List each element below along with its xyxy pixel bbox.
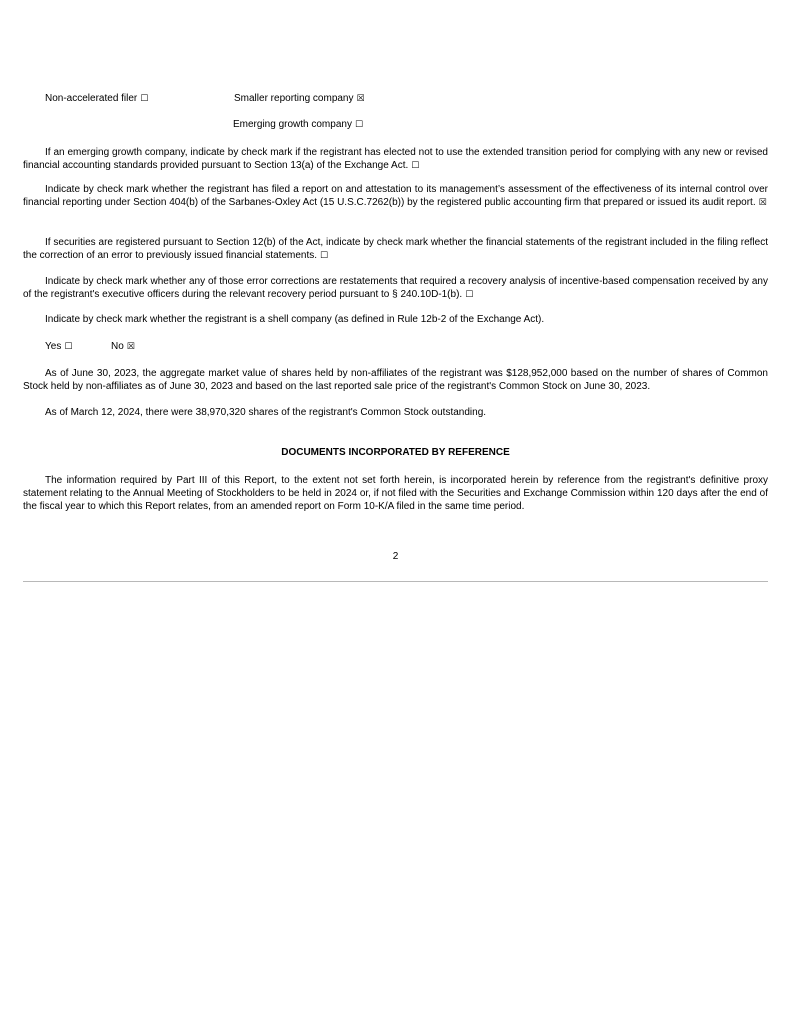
error-correction-text: If securities are registered pursuant to Section 12(b) of the Act, indicate by check mark whether the financial statements of the registrant included in the filing reflect the correction of an error to previously issued financial statements. <box>23 237 768 261</box>
shell-yes-option <box>45 340 72 354</box>
shell-company-paragraph: Indicate by check mark whether the registrant is a shell company (as defined in Rule 12b-2 of the Exchange Act). <box>45 314 545 325</box>
non-accelerated-filer <box>45 92 148 106</box>
shell-yes-label: Yes <box>45 341 62 352</box>
emerging-growth-company-label: Emerging growth company <box>233 119 352 130</box>
page-divider <box>23 581 768 582</box>
internal-control-paragraph <box>23 183 768 210</box>
recovery-analysis-checkbox: ☐ <box>465 290 474 300</box>
section-heading: DOCUMENTS INCORPORATED BY REFERENCE <box>281 447 510 458</box>
emerging-transition-paragraph <box>23 146 768 173</box>
internal-control-text: Indicate by check mark whether the registrant has filed a report on and attestation to its management’s assessment of the effectiveness of its internal control over financial reporting under Section 404(b) of the Sarbanes-Oxley Act (15 U.S.C.7262(b)) by the registered public accounting firm that prepared or issued its audit report. <box>23 184 768 208</box>
emerging-growth-company <box>233 118 363 132</box>
shell-yes-checkbox: ☐ <box>64 342 73 352</box>
smaller-reporting-company <box>234 92 365 106</box>
emerging-growth-company-checkbox: ☐ <box>354 120 364 130</box>
filer-status-row <box>23 92 768 106</box>
emerging-transition-checkbox: ☐ <box>411 161 420 171</box>
page-number: 2 <box>392 551 399 562</box>
shell-company-answer-row <box>45 340 245 354</box>
recovery-analysis-text: Indicate by check mark whether any of those error corrections are restatements that required a recovery analysis of incentive-based compensation received by any of the registrant's executive officers during the relevant recovery period pursuant to § 240.10D-1(b). <box>23 276 768 300</box>
shell-no-label: No <box>111 341 124 352</box>
shares-outstanding-paragraph: As of March 12, 2024, there were 38,970,320 shares of the registrant's Common Stock outstanding. <box>45 407 487 418</box>
recovery-analysis-paragraph <box>23 275 768 302</box>
market-value-paragraph: As of June 30, 2023, the aggregate market value of shares held by non-affiliates of the registrant was $128,952,000 based on the number of shares of Common Stock held by non-affiliates as of June 30, 2023 and based on the last reported sale price of the registrant's Common Stock on June 30, 2023. <box>23 368 768 392</box>
documents-incorporated-paragraph: The information required by Part III of this Report, to the extent not set forth herein, is incorporated herein by reference from the registrant's definitive proxy statement relating to the Annual Meeting of Stockholders to be held in 2024 or, if not filed with the Securities and Exchange Commission within 120 days after the end of the fiscal year to which this Report relates, from an amended report on Form 10-K/A filed in the same time period. <box>23 475 768 512</box>
error-correction-paragraph <box>23 236 768 263</box>
smaller-reporting-company-checkbox: ☒ <box>356 94 365 104</box>
smaller-reporting-company-label: Smaller reporting company <box>234 93 354 104</box>
emerging-transition-text: If an emerging growth company, indicate by check mark if the registrant has elected not to use the extended transition period for complying with any new or revised financial accounting standards provided pursuant to Section 13(a) of the Exchange Act. <box>23 147 768 171</box>
non-accelerated-filer-label: Non-accelerated filer <box>45 93 138 104</box>
error-correction-checkbox: ☐ <box>320 251 329 261</box>
shell-no-checkbox: ☒ <box>126 342 135 352</box>
shell-no-option <box>111 340 135 354</box>
non-accelerated-filer-checkbox: ☐ <box>140 94 149 104</box>
internal-control-checkbox: ☒ <box>758 198 767 208</box>
